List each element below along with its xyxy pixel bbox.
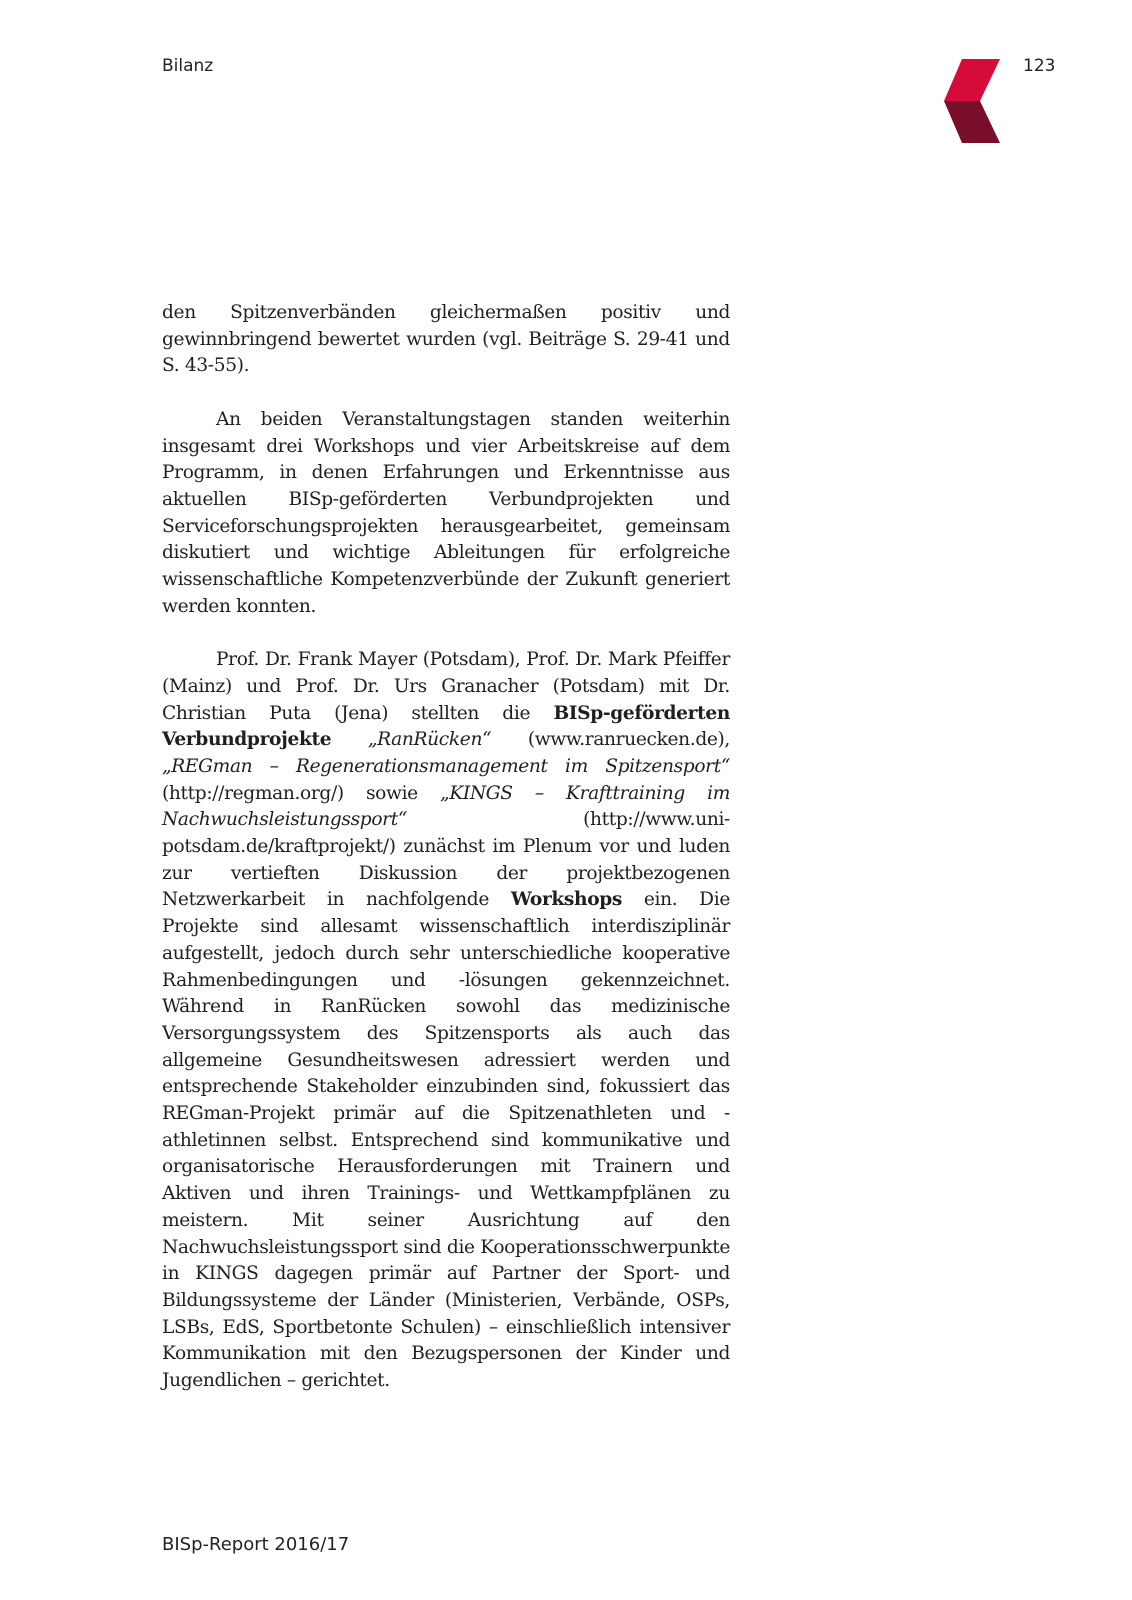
p3-text-6: ein. Die Projekte sind allesamt wissenschaftlich interdisziplinär aufgestellt, jedoch durch sehr unterschiedliche kooperative Rahmenbedingungen und -lösungen gekennzeichnet. Während in RanRücken sowohl das medizinische Versorgungssystem des Spitzensports als auch das allgemeine Gesundheitswesen adressiert werden und entsprechende Stakeholder einzubinden sind, fokussiert das REGman-Projekt primär auf die Spitzenathleten und -athletinnen selbst. Entsprechend sind kommunikative und organisatorische Herausforderungen mit Trainern und Aktiven und ihren Trainings- und Wettkampfplänen zu meistern. Mit seiner Ausrichtung auf den Nachwuchsleistungssport sind die Kooperationsschwerpunkte in KINGS dagegen primär auf Partner der Sport- und Bildungssysteme der Länder (Ministerien, Verbände, OSPs, LSBs, EdS, Sportbetonte Schulen) – einschließlich intensiver Kommunikation mit den Bezugspersonen der Kinder und Jugendlichen – gerichtet. [162,889,730,1392]
p3-text-1: Prof. Dr. Frank Mayer (Potsdam), Prof. Dr. Mark Pfeiffer (Mainz) und Prof. Dr. Urs Granacher (Potsdam) mit Dr. Christian Puta (Jena) stellten die [162,649,730,724]
p3-bold-verbundprojekte: BISp-geförderten Verbundprojekte [162,702,730,751]
paragraph-2: An beiden Veranstaltungstagen standen weiterhin insgesamt drei Workshops und vier Arbeitskreise auf dem Programm, in denen Erfahrungen und Erkenntnisse aus aktuellen BISp-geförderten Verbundprojekten und Serviceforschungsprojekten herausgearbeitet, gemeinsam diskutiert und wichtige Ableitungen für erfolgreiche wissenschaftliche Kompetenzverbünde der Zukunft generiert werden konnten. [162,408,730,617]
p3-italic-ranruecken: „RanRücken“ [367,729,492,751]
p3-text-5: (http://www.uni-potsdam.de/kraftprojekt/) zunächst im Plenum vor und luden zur vertieften Diskussion der projektbezogenen Netzwerkarbeit in nachfolgende [162,809,730,911]
chevron-left-logo-icon [944,59,1000,143]
paragraph-1: den Spitzenverbänden gleichermaßen positiv und gewinnbringend bewertet wurden (vgl. Beiträge S. 29-41 und S. 43-55). [162,302,730,377]
p3-italic-regman: „REGman – Regenerationsmanagement im Spitzensport“ [162,755,730,777]
running-footer-report: BISp-Report 2016/17 [162,1534,350,1555]
p3-bold-workshops: Workshops [510,889,623,911]
paragraph-3 [162,647,730,1395]
p3-italic-kings: „KINGS – Krafttraining im Nachwuchsleistungssport“ [162,782,730,831]
body-text [162,300,730,1395]
running-header-section: Bilanz [162,56,214,76]
page-number: 123 [1023,56,1056,76]
logo-bottom-half [944,101,1000,143]
p3-text-3: (www.ranruecken.de), [491,729,730,751]
p3-text-4: (http://regman.org/) sowie [162,782,441,804]
logo-top-half [944,59,1000,101]
p3-text-2 [331,729,368,750]
